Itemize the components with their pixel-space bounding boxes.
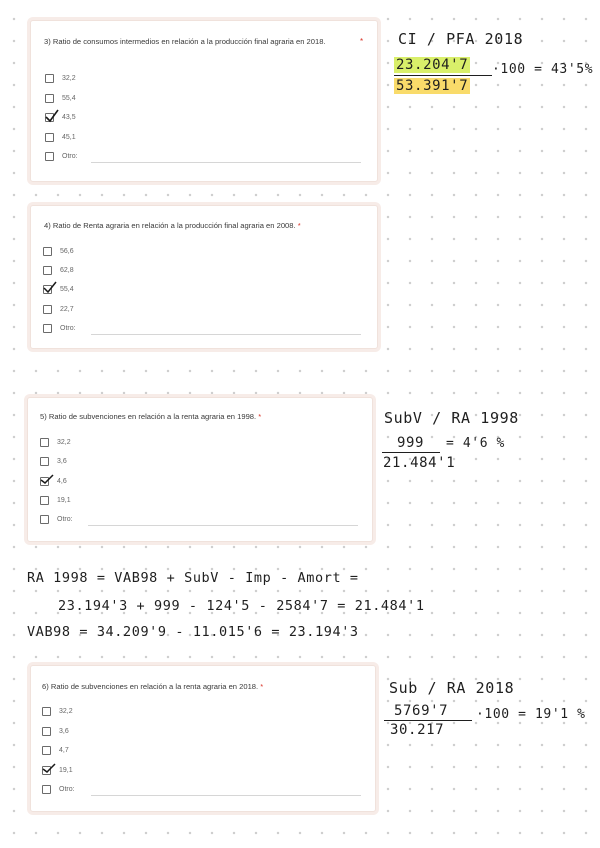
- check-mark-icon: [42, 762, 56, 776]
- handwritten-note-2-result: = 4'6 %: [446, 436, 505, 451]
- option-55-4[interactable]: 55,4: [45, 92, 76, 104]
- other-input-line[interactable]: [91, 795, 361, 796]
- checkbox[interactable]: [42, 785, 51, 794]
- question-title: 6) Ratio de subvenciones en relación a la renta agraria en 2018. *: [42, 682, 264, 691]
- checkbox[interactable]: [43, 266, 52, 275]
- handwritten-note-2-title: SubV / RA 1998: [384, 409, 519, 427]
- checkbox[interactable]: [40, 438, 49, 447]
- question-card-4: [30, 205, 378, 349]
- handwritten-note-2-numerator: 999: [397, 435, 425, 451]
- option-45-1[interactable]: 45,1: [45, 131, 76, 143]
- option-32-2[interactable]: 32,2: [45, 72, 76, 84]
- check-mark-icon: [43, 281, 57, 295]
- option-32-2[interactable]: 32,2: [40, 436, 71, 448]
- checkbox-checked[interactable]: [43, 285, 52, 294]
- option-62-8[interactable]: 62,8: [43, 264, 74, 276]
- handwritten-note-1-result: ·100 = 43'5%: [492, 62, 594, 77]
- question-title: 4) Ratio de Renta agraria en relación a la producción final agraria en 2008. *: [44, 221, 301, 230]
- handwritten-note-2-denominator: 21.484'1: [383, 455, 456, 471]
- checkbox[interactable]: [40, 496, 49, 505]
- checkbox[interactable]: [45, 133, 54, 142]
- option-22-7[interactable]: 22,7: [43, 303, 74, 315]
- option-3-6[interactable]: 3,6: [42, 725, 69, 737]
- checkbox[interactable]: [45, 152, 54, 161]
- handwritten-note-3-line-1: RA 1998 = VAB98 + SubV - Imp - Amort =: [27, 570, 359, 586]
- checkbox-checked[interactable]: [45, 113, 54, 122]
- checkbox[interactable]: [42, 707, 51, 716]
- handwritten-note-4-denominator: 30.217: [390, 722, 445, 738]
- checkbox[interactable]: [45, 94, 54, 103]
- checkbox[interactable]: [43, 324, 52, 333]
- handwritten-note-1-denominator: 53.391'7: [396, 78, 469, 94]
- other-input-line[interactable]: [91, 334, 361, 335]
- handwritten-note-4-title: Sub / RA 2018: [389, 679, 515, 697]
- option-56-6[interactable]: 56,6: [43, 245, 74, 257]
- question-card-5: [27, 397, 373, 542]
- question-card-3: [30, 20, 378, 182]
- option-55-4[interactable]: 55,4: [43, 283, 74, 295]
- checkbox-checked[interactable]: [40, 477, 49, 486]
- option-4-6[interactable]: 4,6: [40, 475, 67, 487]
- checkbox-checked[interactable]: [42, 766, 51, 775]
- other-input-line[interactable]: [88, 525, 358, 526]
- option-other[interactable]: Otro:: [43, 322, 76, 334]
- option-4-7[interactable]: 4,7: [42, 744, 69, 756]
- handwritten-note-3-line-3: VAB98 = 34.209'9 - 11.015'6 = 23.194'3: [27, 624, 359, 640]
- checkbox[interactable]: [43, 305, 52, 314]
- handwritten-note-1-numerator: 23.204'7: [396, 57, 469, 73]
- question-title: 3) Ratio de consumos intermedios en relación a la producción final agraria en 2018.: [44, 37, 326, 46]
- checkbox[interactable]: [40, 515, 49, 524]
- handwritten-note-1-title: CI / PFA 2018: [398, 30, 524, 48]
- check-mark-icon: [40, 473, 54, 487]
- option-other[interactable]: Otro:: [42, 783, 75, 795]
- checkbox[interactable]: [42, 727, 51, 736]
- question-title: 5) Ratio de subvenciones en relación a la renta agraria en 1998. *: [40, 412, 262, 421]
- checkbox[interactable]: [42, 746, 51, 755]
- option-19-1[interactable]: 19,1: [42, 764, 73, 776]
- option-other[interactable]: Otro:: [40, 513, 73, 525]
- option-other[interactable]: Otro:: [45, 150, 78, 162]
- option-43-5[interactable]: 43,5: [45, 111, 76, 123]
- option-32-2[interactable]: 32,2: [42, 705, 73, 717]
- option-3-6[interactable]: 3,6: [40, 455, 67, 467]
- required-marker: *: [360, 37, 364, 46]
- fraction-bar: [394, 75, 492, 76]
- option-19-1[interactable]: 19,1: [40, 494, 71, 506]
- checkbox[interactable]: [43, 247, 52, 256]
- other-input-line[interactable]: [91, 162, 361, 163]
- checkbox[interactable]: [45, 74, 54, 83]
- fraction-bar: [382, 452, 440, 453]
- handwritten-note-4-numerator: 5769'7: [394, 703, 449, 719]
- checkbox[interactable]: [40, 457, 49, 466]
- check-mark-icon: [45, 109, 59, 123]
- question-card-6: [30, 665, 376, 812]
- handwritten-note-3-line-2: 23.194'3 + 999 - 124'5 - 2584'7 = 21.484'1: [58, 598, 425, 614]
- handwritten-note-4-result: ·100 = 19'1 %: [476, 707, 586, 722]
